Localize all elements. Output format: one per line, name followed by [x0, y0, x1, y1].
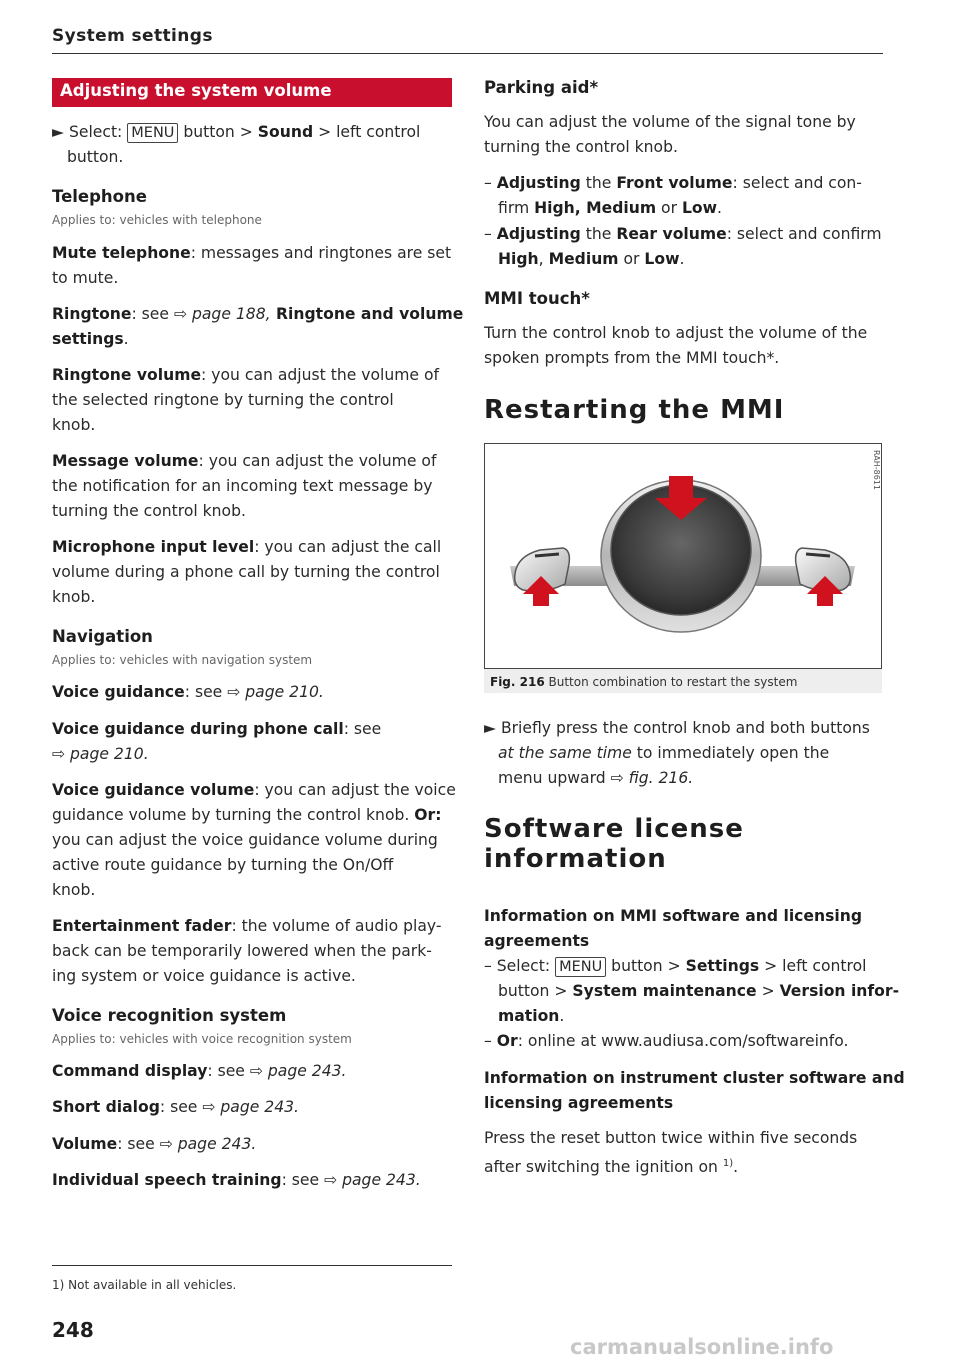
microphone-level-l2: volume during a phone call by turning the control [52, 563, 440, 581]
restarting-heading: Restarting the MMI [484, 395, 785, 425]
page-ref-link[interactable]: ⇨ page 188, [173, 305, 271, 323]
page-ref-link[interactable]: ⇨ page 243. [249, 1062, 347, 1080]
section-heading: Adjusting the system volume [60, 81, 332, 100]
telephone-applies: Applies to: vehicles with telephone [52, 213, 262, 227]
short-dialog: Short dialog: see ⇨ page 243. [52, 1098, 300, 1116]
message-volume: Message volume: you can adjust the volume of [52, 452, 437, 470]
voice-recognition-applies: Applies to: vehicles with voice recognition system [52, 1032, 352, 1046]
voice-guidance-phone: Voice guidance during phone call: see [52, 720, 382, 738]
software-select-step: – Select: MENU button > Settings > left control [484, 957, 867, 975]
navigation-heading: Navigation [52, 627, 153, 646]
page-header [52, 24, 883, 54]
software-select-step-l2: button > System maintenance > Version infor- [498, 982, 900, 1000]
mmi-restart-diagram [485, 444, 880, 667]
software-select-step-l3: mation. [498, 1007, 565, 1025]
message-volume-l2: the notification for an incoming text message by [52, 477, 433, 495]
figure-216 [484, 443, 882, 693]
mmi-knob-illustration [484, 443, 882, 669]
page-ref-link[interactable]: ⇨ page 210. [227, 683, 324, 701]
command-display: Command display: see ⇨ page 243. [52, 1062, 347, 1080]
software-license-heading: Software license [484, 814, 744, 844]
page-ref-link[interactable]: ⇨ page 210. [52, 745, 149, 763]
section-title: System settings [52, 26, 213, 46]
entertainment-fader: Entertainment fader: the volume of audio play- [52, 917, 442, 935]
parking-rear-bullet-l2: High, Medium or Low. [498, 250, 685, 268]
ringtone-volume-l2: the selected ringtone by turning the control [52, 391, 394, 409]
entertainment-fader-l3: ing system or voice guidance is active. [52, 967, 356, 985]
ringtone-volume-l3: knob. [52, 416, 96, 434]
parking-front-bullet: – Adjusting the Front volume: select and con- [484, 174, 862, 192]
mute-telephone-cont: to mute. [52, 269, 119, 287]
telephone-heading: Telephone [52, 187, 147, 206]
parking-rear-bullet: – Adjusting the Rear volume: select and confirm [484, 225, 882, 243]
entertainment-fader-l2: back can be temporarily lowered when the park- [52, 942, 432, 960]
mmi-software-subheading: Information on MMI software and licensing [484, 907, 862, 925]
reset-instruction-l2: after switching the ignition on $^{1)}$. [484, 1158, 739, 1177]
parking-aid-heading: Parking aid* [484, 78, 599, 97]
ringtone-cont: settings. [52, 330, 129, 348]
mmi-touch-text: Turn the control knob to adjust the volume of the [484, 324, 868, 342]
cluster-software-subheading-l2: licensing agreements [484, 1094, 674, 1112]
parking-front-bullet-l2: firm High, Medium or Low. [498, 199, 722, 217]
individual-speech-training: Individual speech training: see ⇨ page 243. [52, 1171, 421, 1189]
page-ref-link[interactable]: ⇨ page 243. [324, 1171, 421, 1189]
restart-step-l2: at the same time to immediately open the [498, 744, 830, 762]
figure-code: RAH-8611 [872, 450, 881, 490]
parking-aid-text: You can adjust the volume of the signal tone by [484, 113, 856, 131]
voice-guidance: Voice guidance: see ⇨ page 210. [52, 683, 324, 701]
software-online-step: – Or: online at www.audiusa.com/softwareinfo. [484, 1032, 849, 1050]
mmi-software-subheading-l2: agreements [484, 932, 590, 950]
voice-guidance-volume-l3: you can adjust the voice guidance volume during [52, 831, 438, 849]
voice-guidance-volume-l4: active route guidance by turning the On/Off [52, 856, 394, 874]
footnote: 1) Not available in all vehicles. [52, 1278, 237, 1292]
select-instruction: ► Select: MENU button > Sound > left control [52, 123, 421, 141]
voice-recognition-heading: Voice recognition system [52, 1006, 287, 1025]
restart-step-l3: menu upward ⇨ fig. 216. [498, 769, 694, 787]
navigation-applies: Applies to: vehicles with navigation system [52, 653, 313, 667]
page-number: 248 [52, 1318, 94, 1342]
section-heading-bar [52, 78, 452, 107]
microphone-level: Microphone input level: you can adjust the call [52, 538, 442, 556]
menu-key: MENU [127, 123, 178, 143]
mmi-touch-heading: MMI touch* [484, 289, 590, 308]
volume: Volume: see ⇨ page 243. [52, 1135, 257, 1153]
mmi-touch-text-l2: spoken prompts from the MMI touch*. [484, 349, 780, 367]
voice-guidance-volume: Voice guidance volume: you can adjust the voice [52, 781, 456, 799]
figure-caption: Fig. 216 Button combination to restart the system [490, 675, 798, 689]
voice-guidance-volume-l2: guidance volume by turning the control knob. Or: [52, 806, 442, 824]
microphone-level-l3: knob. [52, 588, 96, 606]
menu-key: MENU [555, 957, 606, 977]
ringtone: Ringtone: see ⇨ page 188, Ringtone and volume [52, 305, 464, 323]
voice-guidance-volume-l5: knob. [52, 881, 96, 899]
restart-step: ► Briefly press the control knob and both buttons [484, 719, 870, 737]
watermark: carmanualsonline.info [570, 1335, 834, 1359]
reset-instruction: Press the reset button twice within five seconds [484, 1129, 858, 1147]
mute-telephone: Mute telephone: messages and ringtones are set [52, 244, 452, 262]
cluster-software-subheading: Information on instrument cluster software and [484, 1069, 905, 1087]
page-ref-link[interactable]: ⇨ page 243. [159, 1135, 257, 1153]
select-instruction-cont: button. [67, 148, 124, 166]
page-ref-link[interactable]: ⇨ page 243. [202, 1098, 300, 1116]
message-volume-l3: turning the control knob. [52, 502, 246, 520]
figure-ref-link[interactable]: ⇨ fig. 216. [610, 769, 694, 787]
software-license-heading-l2: information [484, 844, 667, 874]
footnote-divider [52, 1265, 452, 1266]
ringtone-volume: Ringtone volume: you can adjust the volume of [52, 366, 440, 384]
parking-aid-text-l2: turning the control knob. [484, 138, 678, 156]
